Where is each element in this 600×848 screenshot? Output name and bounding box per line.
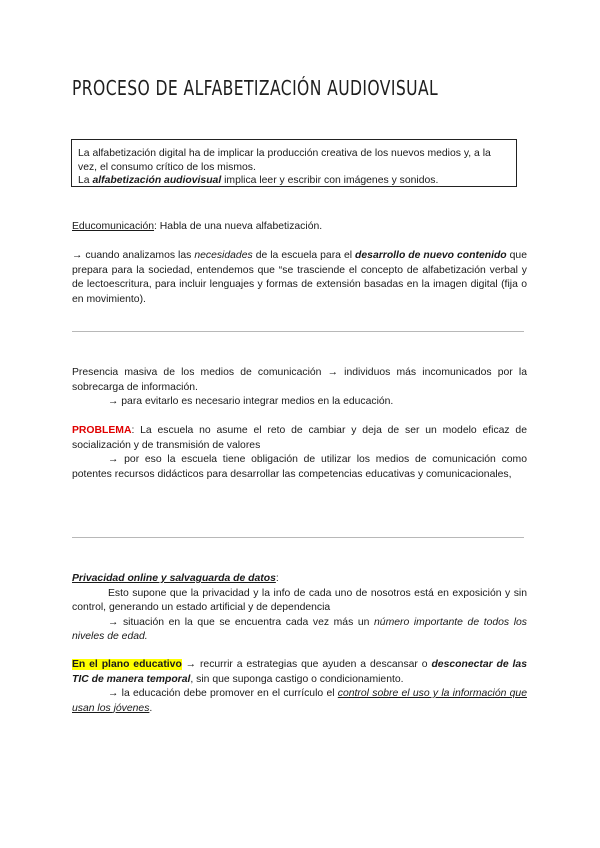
presencia-section [72,366,527,410]
privacidad-heading: Privacidad online y salvaguarda de datos [72,573,276,584]
problema-arrow-body: → por eso la escuela tiene obligación de utilizar los medios de comunicación como potentes recursos didácticos para desarrollar las competencias educativas y comunicacionales, [72,454,527,480]
educomunicacion-rest: : Habla de una nueva alfabetización. [154,221,323,232]
plano-educativo-arrow-text [72,687,527,716]
privacidad-text-body: Esto supone que la privacidad y la info de cada uno de nosotros está en exposición y sin control, generando un estado artificial y de dependencia [72,587,527,613]
plano-educativo-arrow-a: → la educación debe promover en el currículo el [108,688,338,699]
page-title: PROCESO DE ALFABETIZACIÓN AUDIOVISUAL [72,76,439,100]
educomunicacion-text [72,249,527,307]
educom-text-e: que prepara para la sociedad, entendemos que “se trasciende el concepto de alfabetización verbal y de lectoescritura, para incluir lenguajes y formas de extensión basadas en la imagen digital (fija o en movimiento). [72,250,527,305]
privacidad-arrow-b: número importante de todos los niveles de edad. [72,616,527,642]
box-text-2-pre: La [78,175,93,186]
privacidad-arrow-text [72,616,527,645]
box-text-2 [78,174,510,188]
plano-educativo-section [72,658,527,716]
problema-section [72,424,527,482]
presencia-text: Presencia masiva de los medios de comunicación → individuos más incomunicados por la sobrecarga de información. [72,367,527,393]
privacidad-heading-line [72,572,527,587]
plano-educativo-c: , sin que suponga castigo o condicionamiento. [190,673,404,685]
educomunicacion-definition [72,220,527,235]
problema-text [72,424,527,453]
divider [72,331,524,332]
privacidad-text [72,587,527,616]
educom-text-b: necesidades [194,250,253,261]
educomunicacion-paragraph [72,249,527,307]
presencia-arrow-text: → para evitarlo es necesario integrar medios en la educación. [108,396,394,407]
plano-educativo-arrow-c: . [149,702,153,714]
educom-text-a: → cuando analizamos las [72,250,195,261]
educom-text-c: de la escuela para el [252,250,356,261]
plano-educativo-a: → recurrir a estrategias que ayuden a descansar o [181,659,432,670]
plano-educativo-arrow-b: control sobre el uso y la información que usan los jóvenes [72,688,527,714]
problema-label: PROBLEMA [72,425,132,436]
box-text: La alfabetización digital ha de implicar la producción creativa de los nuevos medios y, a la vez, el consumo crítico de los mismos. [78,148,491,173]
privacidad-colon: : [275,573,279,584]
divider [72,537,524,538]
educomunicacion-term: Educomunicación [72,221,155,232]
privacidad-section [72,572,527,645]
box-emphasis: alfabetización audiovisual [92,175,222,186]
definition-box [71,139,517,187]
box-text-2-post: implica leer y escribir con imágenes y sonidos. [221,175,439,186]
problema-text-body: : La escuela no asume el reto de cambiar y deja de ser un modelo eficaz de socialización y de transmisión de valores [72,425,527,451]
privacidad-arrow-a: → situación en la que se encuentra cada vez más un [108,616,375,628]
plano-educativo-highlight: En el plano educativo [72,659,182,670]
plano-educativo-text [72,658,527,687]
educomunicacion-section [72,220,527,235]
educom-text-d: desarrollo de nuevo contenido [355,250,507,261]
plano-educativo-b: desconectar de las TIC de manera temporal [72,659,527,685]
problema-arrow-text [72,453,527,482]
